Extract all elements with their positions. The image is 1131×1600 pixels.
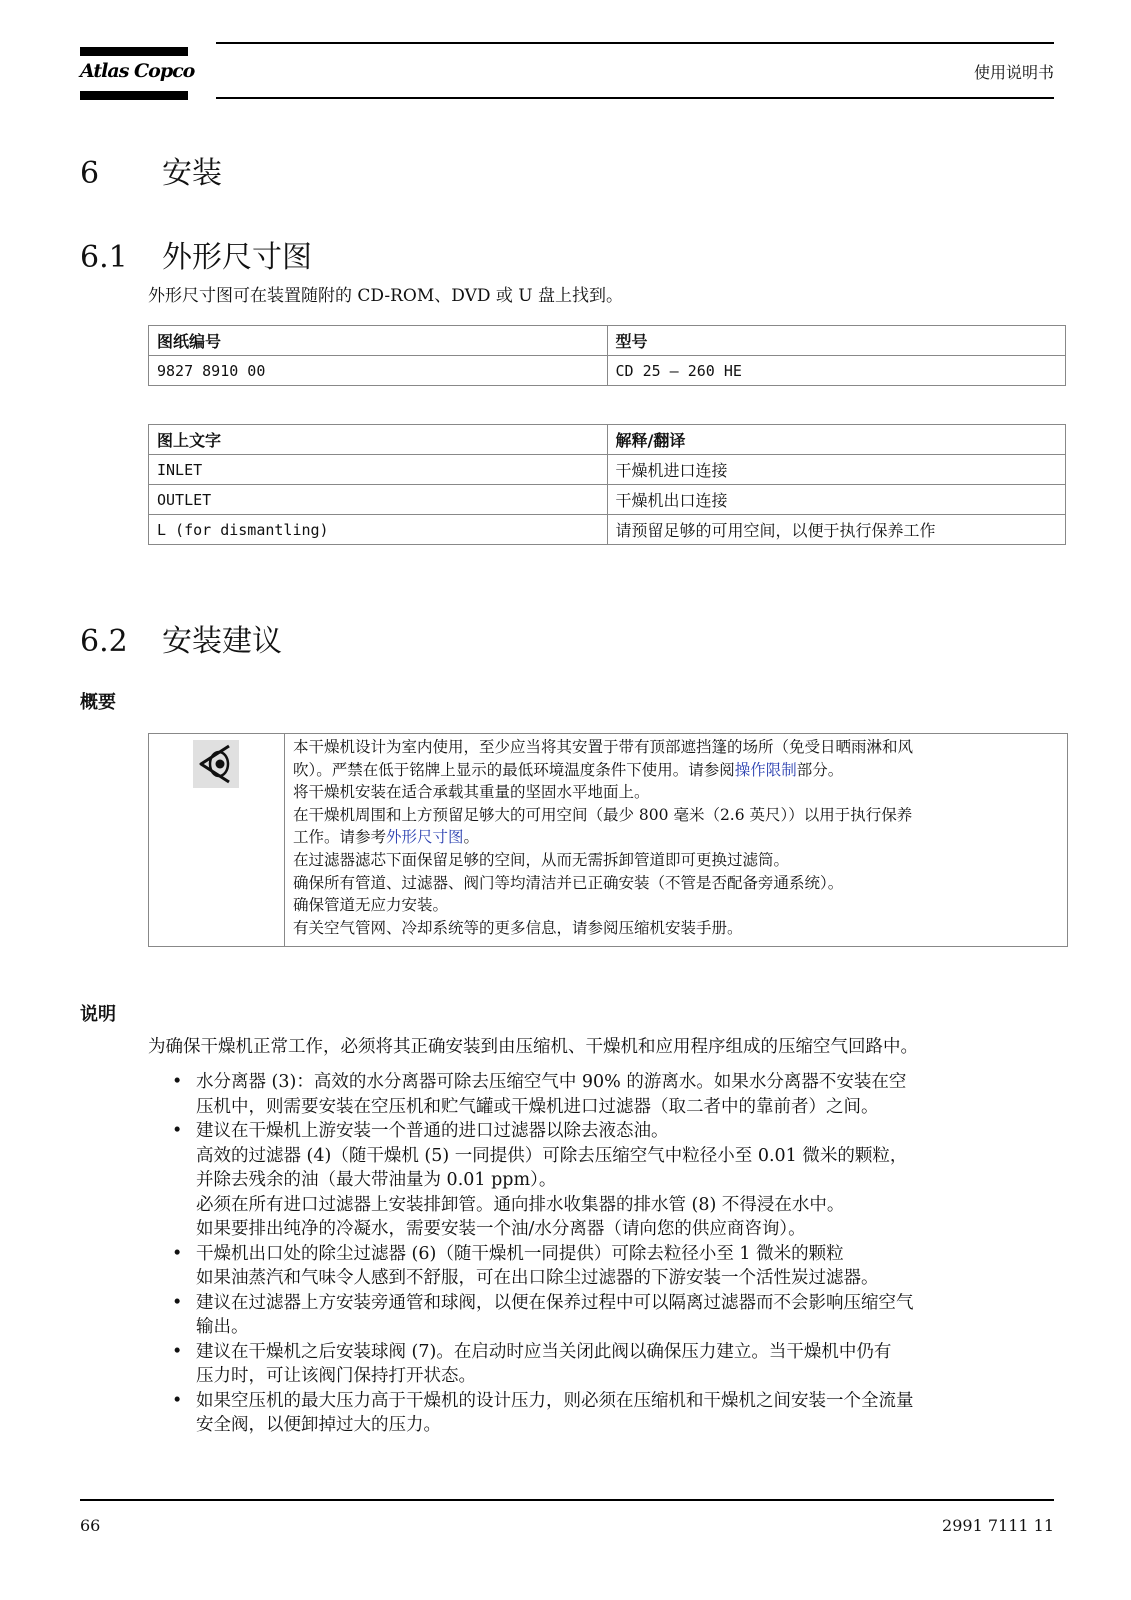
notice-text-span: 在干燥机周围和上方预留足够大的可用空间（最少 800 毫米（2.6 英尺））以用于执行保养 bbox=[293, 805, 913, 824]
bullet-icon: • bbox=[172, 1072, 183, 1092]
list-item bbox=[168, 1119, 1068, 1242]
table-cell: 干燥机进口连接 bbox=[607, 455, 1066, 485]
section-title: 安装建议 bbox=[162, 624, 282, 659]
section-number: 6 bbox=[80, 156, 100, 191]
table-header-cell: 解释/翻译 bbox=[607, 425, 1066, 455]
page-number: 66 bbox=[80, 1516, 101, 1535]
bullet-icon: • bbox=[172, 1243, 183, 1264]
atlas-copco-logo bbox=[80, 47, 195, 100]
list-item-line: 水分离器 (3)：高效的水分离器可除去压缩空气中 90% 的游离水。如果水分离器不安装在空 bbox=[196, 1072, 907, 1092]
table-header-cell: 型号 bbox=[607, 326, 1066, 356]
bullet-icon: • bbox=[172, 1292, 183, 1313]
table-row bbox=[149, 485, 1066, 515]
notice-line: 有关空气管网、冷却系统等的更多信息，请参阅压缩机安装手册。 bbox=[293, 918, 743, 937]
bullet-icon: • bbox=[172, 1341, 183, 1362]
list-item-line: 干燥机出口处的除尘过滤器 (6)（随干燥机一同提供）可除去粒径小至 1 微米的颗粒 bbox=[196, 1243, 844, 1264]
table-cell: CD 25 – 260 HE bbox=[607, 356, 1066, 386]
eye-triangle-icon bbox=[193, 740, 239, 788]
notice-line bbox=[293, 826, 1059, 849]
table-header-cell: 图纸编号 bbox=[149, 326, 608, 356]
list-item-line: 如果油蒸汽和气味令人感到不舒服，可在出口除尘过滤器的下游安装一个活性炭过滤器。 bbox=[196, 1268, 879, 1288]
explanation-intro: 为确保干燥机正常工作，必须将其正确安装到由压缩机、干燥机和应用程序组成的压缩空气回路中。 bbox=[148, 1037, 918, 1057]
list-item-line: 如果空压机的最大压力高于干燥机的设计压力，则必须在压缩机和干燥机之间安装一个全流量 bbox=[196, 1390, 914, 1411]
table-cell: OUTLET bbox=[149, 485, 608, 515]
list-item bbox=[168, 1389, 1068, 1438]
table-header-row bbox=[149, 326, 1066, 356]
notice-text-span: 工作。请参考 bbox=[293, 828, 387, 847]
list-item-line: 并除去残余的油（最大带油量为 0.01 ppm）。 bbox=[196, 1170, 557, 1190]
section-6-heading bbox=[80, 148, 222, 192]
header-rule-bottom bbox=[216, 97, 1054, 99]
notice-line: 确保管道无应力安装。 bbox=[293, 896, 449, 915]
footer-rule bbox=[80, 1499, 1054, 1501]
operating-limits-link[interactable]: 操作限制 bbox=[734, 760, 797, 779]
list-item-line: 安全阀，以便卸掉过大的压力。 bbox=[196, 1415, 441, 1435]
section-title: 外形尺寸图 bbox=[162, 240, 312, 275]
notice-line: 将干燥机安装在适合承载其重量的坚固水平地面上。 bbox=[293, 783, 650, 802]
list-item-line: 高效的过滤器 (4)（随干燥机 (5) 一同提供）可除去压缩空气中粒径小至 0.01 微米的颗粒， bbox=[196, 1145, 908, 1166]
section-number: 6.2 bbox=[80, 624, 128, 659]
drawing-text-table bbox=[148, 424, 1066, 545]
notice-icon-cell bbox=[149, 734, 285, 946]
list-item bbox=[168, 1070, 1068, 1119]
notice-line: 确保所有管道、过滤器、阀门等均清洁并已正确安装（不管是否配备旁通系统）。 bbox=[293, 873, 844, 892]
list-item-line: 如果要排出纯净的冷凝水，需要安装一个油/水分离器（请向您的供应商咨询）。 bbox=[196, 1219, 806, 1239]
notice-text-span: 吹）。严禁在低于铭牌上显示的最低环境温度条件下使用。请参阅 bbox=[293, 760, 735, 779]
table-header-row bbox=[149, 425, 1066, 455]
header-rule-top bbox=[216, 42, 1054, 44]
overview-heading: 概要 bbox=[80, 692, 116, 713]
dimension-drawing-link[interactable]: 外形尺寸图 bbox=[386, 828, 464, 847]
notice-text-span: 部分。 bbox=[796, 760, 844, 779]
logo-bar-bottom bbox=[80, 91, 188, 100]
table-header-cell: 图上文字 bbox=[149, 425, 608, 455]
list-item-line: 必须在所有进口过滤器上安装排卸管。通向排水收集器的排水管 (8) 不得浸在水中。 bbox=[196, 1194, 845, 1215]
notice-line: 在过滤器滤芯下面保留足够的空间，从而无需拆卸管道即可更换过滤筒。 bbox=[293, 850, 790, 869]
installation-notice-box bbox=[148, 733, 1068, 947]
notice-line bbox=[293, 736, 1059, 759]
table-cell: 9827 8910 00 bbox=[149, 356, 608, 386]
table-cell: INLET bbox=[149, 455, 608, 485]
document-number: 2991 7111 11 bbox=[942, 1516, 1054, 1535]
bullet-icon: • bbox=[172, 1121, 183, 1141]
drawing-number-table bbox=[148, 325, 1066, 386]
section-6-2-heading bbox=[80, 616, 282, 660]
table-cell: 干燥机出口连接 bbox=[607, 485, 1066, 515]
explanation-heading: 说明 bbox=[80, 1004, 116, 1025]
table-cell: L (for dismantling) bbox=[149, 515, 608, 545]
notice-text-span: 。 bbox=[463, 828, 480, 847]
table-row bbox=[149, 515, 1066, 545]
list-item bbox=[168, 1291, 1068, 1340]
installation-bullet-list bbox=[168, 1070, 1068, 1438]
table-row bbox=[149, 455, 1066, 485]
list-item-line: 压机中，则需要安装在空压机和贮气罐或干燥机进口过滤器（取二者中的靠前者）之间。 bbox=[196, 1096, 879, 1117]
notice-text bbox=[293, 736, 1059, 939]
logo-bar-top bbox=[80, 47, 188, 56]
dimension-drawing-intro: 外形尺寸图可在装置随附的 CD-ROM、DVD 或 U 盘上找到。 bbox=[148, 286, 624, 306]
section-6-1-heading bbox=[80, 232, 312, 276]
table-cell: 请预留足够的可用空间，以便于执行保养工作 bbox=[607, 515, 1066, 545]
list-item-line: 建议在干燥机上游安装一个普通的进口过滤器以除去液态油。 bbox=[196, 1121, 669, 1141]
section-title: 安装 bbox=[162, 156, 222, 191]
notice-line bbox=[293, 804, 1059, 827]
bullet-icon: • bbox=[172, 1390, 183, 1411]
list-item-line: 输出。 bbox=[196, 1317, 249, 1337]
list-item bbox=[168, 1340, 1068, 1389]
list-item-line: 建议在干燥机之后安装球阀 (7)。在启动时应当关闭此阀以确保压力建立。当干燥机中仍有 bbox=[196, 1341, 892, 1362]
logo-wordmark: Atlas Copco bbox=[80, 60, 195, 82]
notice-line bbox=[293, 759, 1059, 782]
section-number: 6.1 bbox=[80, 240, 128, 275]
notice-text-span: 本干燥机设计为室内使用，至少应当将其安置于带有顶部遮挡篷的场所（免受日晒雨淋和风 bbox=[293, 738, 914, 756]
document-title: 使用说明书 bbox=[973, 63, 1054, 82]
table-row bbox=[149, 356, 1066, 386]
list-item bbox=[168, 1242, 1068, 1291]
list-item-line: 压力时，可让该阀门保持打开状态。 bbox=[196, 1366, 476, 1386]
list-item-line: 建议在过滤器上方安装旁通管和球阀，以便在保养过程中可以隔离过滤器而不会影响压缩空气 bbox=[196, 1292, 914, 1313]
